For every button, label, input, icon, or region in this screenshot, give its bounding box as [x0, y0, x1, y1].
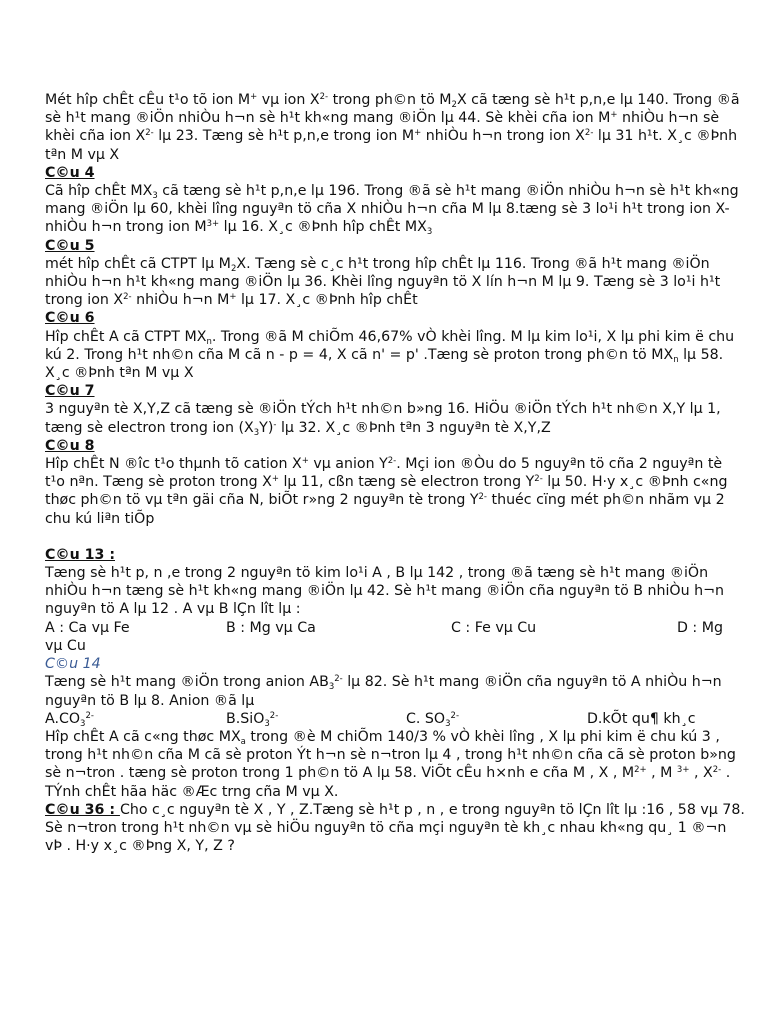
- option-b: B.SiO$_3^{2-}$: [226, 710, 279, 729]
- question-4-heading: C©u 4: [45, 164, 95, 181]
- question-36-text: C©u 36 : Cho c¸c nguyªn tè X , Y , Z.Tæng sè h¹t p , n , e trong nguyªn tö lÇn lît lµ :16 , 58 vµ 78. Sè n¬tron trong h¹t nh©n vµ sè hiÖu nguyªn tö cña mçi nguyªn tè kh¸c nhau kh«ng qu¸ 1 ®¬n vÞ . H·y x¸c ®Þng X, Y, Z ?: [45, 801, 745, 855]
- document-page: [45, 91, 745, 855]
- question-8-text: Hîp chÊt N ®îc t¹o thµnh tõ cation X+ vµ anion $Y^{2-}$. Mçi ion ®Òu do 5 nguyªn tö cña 2 nguyªn tè t¹o nªn. Tæng sè proton trong X+ lµ 11, cßn tæng sè electron trong $Y^{2-}$ lµ 50. H·y x¸c ®Þnh c«ng thøc ph©n tö vµ tªn gäi cña N, biÕt r»ng 2 nguyªn tè trong $Y^{2-}$ thuéc cïng mét ph©n nhãm vµ 2 chu kú liªn tiÕp: [45, 456, 728, 527]
- question-36-heading: C©u 36 :: [45, 801, 120, 818]
- blank-line: [45, 528, 745, 546]
- question-7-heading: C©u 7: [45, 383, 95, 400]
- question-8-heading: C©u 8: [45, 437, 95, 454]
- option-a: A : Ca vµ Fe: [45, 619, 130, 636]
- question-14-heading: C©u 14: [45, 656, 101, 673]
- question-5-text: mét hîp chÊt cã CTPT lµ $M_2X$. Tæng sè c¸c h¹t trong hîp chÊt lµ 116. Trong ®ã h¹t mang ®iÖn nhiÒu h¬n h¹t kh«ng mang ®iÖn lµ 36. Khèi lîng nguyªn tö X lín h¬n M lµ 9. Tæng sè 3 lo¹i h¹t trong ion $X^{2-}$ nhiÒu h¬n M+ lµ 17. X¸c ®Þnh hîp chÊt: [45, 255, 721, 309]
- question-4-text: Cã hîp chÊt $MX_3$ cã tæng sè h¹t p,n,e lµ 196. Trong ®ã sè h¹t mang ®iÖn nhiÒu h¬n sè h¹t kh«ng mang ®iÖn lµ 60, khèi lîng nguyªn tö cña X nhiÒu h¬n cña M lµ 8.tæng sè 3 lo¹i h¹t trong ion X- nhiÒu h¬n trong ion $M^{3+}$ lµ 16. X¸c ®Þnh hîp chÊt $MX_3$: [45, 183, 739, 238]
- option-c: C. $SO_3^{2-}$: [406, 710, 460, 729]
- problem-15-text: Hîp chÊt A cã c«ng thøc $MX_a$ trong ®è M chiÕm 140/3 % vÒ khèi lîng , X lµ phi kim ë chu kú 3 , trong h¹t nh©n cña M cã sè proton Ýt h¬n sè n¬tron lµ 4 , trong h¹t nh©n cña cã sè proton b»ng sè n¬tron . tæng sè proton trong 1 ph©n tö A lµ 58. ViÕt cÊu h×nh e cña M , X , $M^{2+}$ , M $^{3+}$ , $X^{2-}$ . TÝnh chÊt hãa häc ®Æc trng cña M vµ X.: [45, 728, 736, 800]
- question-6-heading: C©u 6: [45, 310, 95, 327]
- question-13-options: [45, 619, 745, 637]
- question-5-heading: C©u 5: [45, 237, 95, 254]
- question-14-options: [45, 710, 745, 728]
- option-d: D.kÕt qu¶ kh¸c: [587, 710, 696, 727]
- option-b: B : Mg vµ Ca: [226, 619, 316, 636]
- question-13-heading: C©u 13 :: [45, 546, 115, 563]
- problem-1-text: Mét hîp chÊt cÊu t¹o tõ ion M+ vµ ion $X^{2-}$ trong ph©n tö $M_2X$ cã tæng sè h¹t p,n,e lµ 140. Trong ®ã sè h¹t mang ®iÖn nhiÒu h¬n sè h¹t kh«ng mang ®iÖn lµ 44. Sè khèi cña ion M+ nhiÒu h¬n sè khèi cña ion $X^{2-}$ lµ 23. Tæng sè h¹t p,n,e trong ion M+ nhiÒu h¬n trong ion $X^{2-}$ lµ 31 h¹t. X¸c ®Þnh tªn M vµ X: [45, 92, 740, 163]
- question-13-text: Tæng sè h¹t p, n ,e trong 2 nguyªn tö kim lo¹i A , B lµ 142 , trong ®ã tæng sè h¹t mang ®iÖn nhiÒu h¬n tæng sè h¹t kh«ng mang ®iÖn lµ 42. Sè h¹t mang ®iÖn cña nguyªn tö B nhiÒu h¬n nguyªn tö A lµ 12 . A vµ B lÇn lît lµ :: [45, 565, 724, 618]
- question-14-text: Tæng sè h¹t mang ®iÖn trong anion $AB_3^{2-}$ lµ 82. Sè h¹t mang ®iÖn cña nguyªn tö A nhiÒu h¬n nguyªn tö B lµ 8. Anion ®ã lµ: [45, 674, 722, 709]
- option-c: C : Fe vµ Cu: [451, 619, 537, 636]
- option-a: $A.CO_3^{2-}$: [45, 710, 94, 729]
- question-7-text: 3 nguyªn tè X,Y,Z cã tæng sè ®iÖn tÝch h¹t nh©n b»ng 16. HiÖu ®iÖn tÝch h¹t nh©n X,Y lµ 1, tæng sè electron trong ion $(X_3Y)^-$ lµ 32. X¸c ®Þnh tªn 3 nguyªn tè X,Y,Z: [45, 401, 721, 438]
- option-d: D : Mg: [677, 619, 723, 636]
- option-d-continued: vµ Cu: [45, 637, 86, 654]
- question-6-text: Hîp chÊt A cã CTPT $MX_n$. Trong ®ã M chiÕm 46,67% vÒ khèi lîng. M lµ kim lo¹i, X lµ phi kim ë chu kú 2. Trong h¹t nh©n cña M cã n - p = 4, X cã n' = p' .Tæng sè proton trong ph©n tö $MX_n$ lµ 58. X¸c ®Þnh tªn M vµ X: [45, 328, 735, 382]
